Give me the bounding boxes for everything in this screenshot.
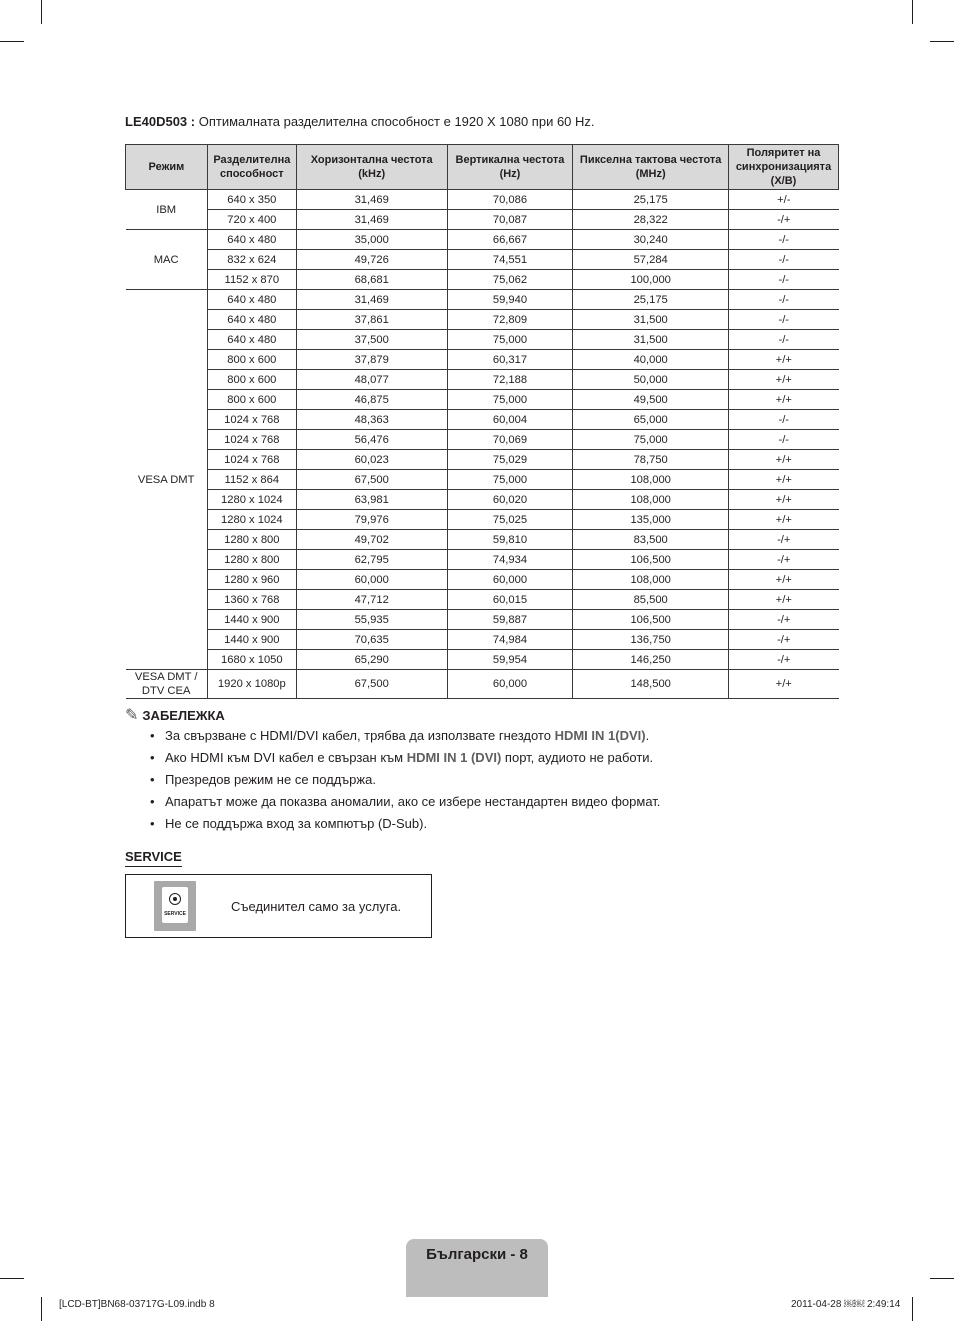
note-highlight: HDMI IN 1 (DVI) <box>406 750 502 765</box>
cell-sync-polarity: +/+ <box>729 670 839 699</box>
cell-resolution: 1280 x 1024 <box>207 510 296 530</box>
cell-horizontal-frequency: 56,476 <box>296 430 447 450</box>
cell-horizontal-frequency: 31,469 <box>296 210 447 230</box>
table-row <box>126 290 839 310</box>
cell-pixel-clock: 148,500 <box>573 670 729 699</box>
note-item <box>150 815 660 837</box>
cell-resolution: 1920 x 1080p <box>207 670 296 699</box>
table-body <box>126 190 839 699</box>
cell-horizontal-frequency: 60,023 <box>296 450 447 470</box>
page-number-badge: Български - 8 <box>406 1239 548 1297</box>
header-pixel-clock: Пикселна тактова честота (MHz) <box>573 145 729 190</box>
note-text: Ако HDMI към DVI кабел е свързан към <box>165 750 407 765</box>
cell-vertical-frequency: 60,004 <box>447 410 573 430</box>
table-row <box>126 590 839 610</box>
cell-pixel-clock: 108,000 <box>573 490 729 510</box>
cell-resolution: 640 x 480 <box>207 290 296 310</box>
table-row <box>126 370 839 390</box>
crop-mark <box>930 41 954 42</box>
cell-horizontal-frequency: 63,981 <box>296 490 447 510</box>
cell-horizontal-frequency: 47,712 <box>296 590 447 610</box>
cell-pixel-clock: 108,000 <box>573 470 729 490</box>
table-row <box>126 310 839 330</box>
cell-resolution: 1440 x 900 <box>207 630 296 650</box>
cell-horizontal-frequency: 55,935 <box>296 610 447 630</box>
cell-vertical-frequency: 75,062 <box>447 270 573 290</box>
cell-resolution: 640 x 480 <box>207 330 296 350</box>
table-row <box>126 510 839 530</box>
cell-sync-polarity: -/+ <box>729 210 839 230</box>
cell-pixel-clock: 106,500 <box>573 610 729 630</box>
cell-vertical-frequency: 70,087 <box>447 210 573 230</box>
cell-pixel-clock: 106,500 <box>573 550 729 570</box>
cell-horizontal-frequency: 60,000 <box>296 570 447 590</box>
table-header-row <box>126 145 839 190</box>
cell-vertical-frequency: 59,954 <box>447 650 573 670</box>
table-row <box>126 230 839 250</box>
cell-vertical-frequency: 74,984 <box>447 630 573 650</box>
cell-sync-polarity: +/+ <box>729 590 839 610</box>
cell-pixel-clock: 135,000 <box>573 510 729 530</box>
cell-pixel-clock: 25,175 <box>573 190 729 210</box>
footer-datetime: 2011-04-28 ￼￼ 2:49:14 <box>791 1299 901 1310</box>
cell-sync-polarity: +/+ <box>729 570 839 590</box>
cell-sync-polarity: -/- <box>729 410 839 430</box>
cell-resolution: 640 x 480 <box>207 230 296 250</box>
cell-resolution: 1280 x 800 <box>207 530 296 550</box>
cell-vertical-frequency: 66,667 <box>447 230 573 250</box>
note-text-end: порт, аудиото не работи. <box>501 750 654 765</box>
cell-sync-polarity: -/- <box>729 310 839 330</box>
cell-mode: MAC <box>126 230 208 290</box>
cell-resolution: 640 x 350 <box>207 190 296 210</box>
cell-horizontal-frequency: 46,875 <box>296 390 447 410</box>
cell-resolution: 800 x 600 <box>207 370 296 390</box>
cell-sync-polarity: +/+ <box>729 450 839 470</box>
cell-pixel-clock: 78,750 <box>573 450 729 470</box>
cell-vertical-frequency: 74,934 <box>447 550 573 570</box>
cell-sync-polarity: +/- <box>729 190 839 210</box>
note-text: Не се поддържа вход за компютър (D-Sub). <box>165 816 428 831</box>
note-item <box>150 749 660 771</box>
cell-sync-polarity: +/+ <box>729 350 839 370</box>
cell-horizontal-frequency: 49,702 <box>296 530 447 550</box>
cell-horizontal-frequency: 37,500 <box>296 330 447 350</box>
cell-vertical-frequency: 59,810 <box>447 530 573 550</box>
service-box <box>125 874 432 938</box>
table-row <box>126 610 839 630</box>
cell-vertical-frequency: 75,000 <box>447 330 573 350</box>
cell-mode: VESA DMT / DTV CEA <box>126 670 208 699</box>
cell-pixel-clock: 100,000 <box>573 270 729 290</box>
cell-pixel-clock: 108,000 <box>573 570 729 590</box>
cell-horizontal-frequency: 48,363 <box>296 410 447 430</box>
cell-sync-polarity: -/- <box>729 290 839 310</box>
cell-pixel-clock: 85,500 <box>573 590 729 610</box>
cell-horizontal-frequency: 31,469 <box>296 290 447 310</box>
cell-horizontal-frequency: 35,000 <box>296 230 447 250</box>
cell-vertical-frequency: 72,809 <box>447 310 573 330</box>
table-row <box>126 190 839 210</box>
cell-pixel-clock: 65,000 <box>573 410 729 430</box>
crop-mark <box>41 1297 42 1321</box>
table-row <box>126 450 839 470</box>
service-icon-label: SERVICE <box>164 911 186 917</box>
cell-vertical-frequency: 59,887 <box>447 610 573 630</box>
crop-mark <box>912 0 913 24</box>
table-row <box>126 550 839 570</box>
cell-resolution: 1024 x 768 <box>207 430 296 450</box>
note-item <box>150 771 660 793</box>
note-item <box>150 793 660 815</box>
cell-pixel-clock: 75,000 <box>573 430 729 450</box>
table-row <box>126 650 839 670</box>
intro-text: Оптималната разделителна способност е 1920 X 1080 при 60 Hz. <box>198 114 595 129</box>
cell-sync-polarity: -/- <box>729 430 839 450</box>
note-highlight: HDMI IN 1(DVI) <box>554 728 646 743</box>
note-text: За свързване с HDMI/DVI кабел, трябва да използвате гнездото <box>165 728 555 743</box>
cell-horizontal-frequency: 67,500 <box>296 470 447 490</box>
cell-horizontal-frequency: 48,077 <box>296 370 447 390</box>
header-sync-polarity: Поляритет на синхронизацията (Х/В) <box>729 145 839 190</box>
cell-vertical-frequency: 60,000 <box>447 570 573 590</box>
model-name: LE40D503 : <box>125 114 196 129</box>
cell-pixel-clock: 83,500 <box>573 530 729 550</box>
crop-mark <box>930 1278 954 1279</box>
cell-vertical-frequency: 75,000 <box>447 390 573 410</box>
table-row <box>126 490 839 510</box>
table-row <box>126 670 839 699</box>
cell-sync-polarity: -/+ <box>729 610 839 630</box>
header-vertical-frequency: Вертикална честота (Hz) <box>447 145 573 190</box>
cell-sync-polarity: -/- <box>729 330 839 350</box>
table-row <box>126 430 839 450</box>
cell-pixel-clock: 146,250 <box>573 650 729 670</box>
cell-vertical-frequency: 72,188 <box>447 370 573 390</box>
cell-sync-polarity: +/+ <box>729 510 839 530</box>
cell-sync-polarity: +/+ <box>729 370 839 390</box>
cell-pixel-clock: 31,500 <box>573 330 729 350</box>
cell-pixel-clock: 57,284 <box>573 250 729 270</box>
cell-sync-polarity: +/+ <box>729 470 839 490</box>
intro-line <box>125 114 595 129</box>
cell-mode: VESA DMT <box>126 290 208 670</box>
header-mode: Режим <box>126 145 208 190</box>
display-modes-table <box>125 144 839 699</box>
service-description: Съединител само за услуга. <box>231 899 402 914</box>
cell-resolution: 640 x 480 <box>207 310 296 330</box>
cell-resolution: 800 x 600 <box>207 390 296 410</box>
cell-pixel-clock: 136,750 <box>573 630 729 650</box>
cell-pixel-clock: 31,500 <box>573 310 729 330</box>
cell-horizontal-frequency: 62,795 <box>296 550 447 570</box>
service-heading: SERVICE <box>125 849 182 867</box>
cell-vertical-frequency: 60,015 <box>447 590 573 610</box>
cell-vertical-frequency: 60,317 <box>447 350 573 370</box>
table-row <box>126 630 839 650</box>
crop-mark <box>0 1278 24 1279</box>
cell-vertical-frequency: 75,025 <box>447 510 573 530</box>
cell-vertical-frequency: 75,000 <box>447 470 573 490</box>
cell-sync-polarity: -/- <box>729 270 839 290</box>
cell-vertical-frequency: 60,000 <box>447 670 573 699</box>
cell-resolution: 1360 x 768 <box>207 590 296 610</box>
cell-resolution: 1152 x 870 <box>207 270 296 290</box>
cell-horizontal-frequency: 31,469 <box>296 190 447 210</box>
cell-resolution: 832 x 624 <box>207 250 296 270</box>
note-heading <box>125 705 225 725</box>
service-port-icon <box>154 881 196 931</box>
note-title: ЗАБЕЛЕЖКА <box>142 708 225 723</box>
header-horizontal-frequency: Хоризонтална честота (kHz) <box>296 145 447 190</box>
table-row <box>126 530 839 550</box>
table-row <box>126 270 839 290</box>
table-row <box>126 350 839 370</box>
cell-vertical-frequency: 75,029 <box>447 450 573 470</box>
table-row <box>126 410 839 430</box>
table-row <box>126 250 839 270</box>
cell-horizontal-frequency: 67,500 <box>296 670 447 699</box>
cell-horizontal-frequency: 49,726 <box>296 250 447 270</box>
cell-sync-polarity: -/- <box>729 230 839 250</box>
cell-vertical-frequency: 70,086 <box>447 190 573 210</box>
table-row <box>126 210 839 230</box>
cell-vertical-frequency: 59,940 <box>447 290 573 310</box>
cell-sync-polarity: -/+ <box>729 550 839 570</box>
note-text-end: . <box>645 728 650 743</box>
cell-resolution: 1024 x 768 <box>207 410 296 430</box>
cell-resolution: 1152 x 864 <box>207 470 296 490</box>
cell-horizontal-frequency: 37,879 <box>296 350 447 370</box>
cell-pixel-clock: 49,500 <box>573 390 729 410</box>
note-text: Презредов режим не се поддържа. <box>165 772 376 787</box>
crop-mark <box>0 41 24 42</box>
cell-horizontal-frequency: 37,861 <box>296 310 447 330</box>
crop-mark <box>912 1297 913 1321</box>
cell-resolution: 1024 x 768 <box>207 450 296 470</box>
cell-horizontal-frequency: 79,976 <box>296 510 447 530</box>
header-resolution: Разделителна способност <box>207 145 296 190</box>
table-row <box>126 570 839 590</box>
cell-pixel-clock: 50,000 <box>573 370 729 390</box>
cell-vertical-frequency: 60,020 <box>447 490 573 510</box>
cell-pixel-clock: 30,240 <box>573 230 729 250</box>
cell-resolution: 800 x 600 <box>207 350 296 370</box>
note-item <box>150 727 660 749</box>
cell-sync-polarity: -/+ <box>729 630 839 650</box>
cell-resolution: 1680 x 1050 <box>207 650 296 670</box>
table-row <box>126 390 839 410</box>
cell-resolution: 1280 x 800 <box>207 550 296 570</box>
cell-sync-polarity: +/+ <box>729 390 839 410</box>
cell-horizontal-frequency: 65,290 <box>296 650 447 670</box>
pencil-icon: ✎ <box>125 707 139 724</box>
cell-resolution: 720 x 400 <box>207 210 296 230</box>
cell-horizontal-frequency: 70,635 <box>296 630 447 650</box>
cell-resolution: 1280 x 1024 <box>207 490 296 510</box>
note-text: Апаратът може да показва аномалии, ако се избере нестандартен видео формат. <box>165 794 661 809</box>
cell-horizontal-frequency: 68,681 <box>296 270 447 290</box>
note-list <box>150 727 660 837</box>
cell-mode: IBM <box>126 190 208 230</box>
cell-vertical-frequency: 70,069 <box>447 430 573 450</box>
cell-sync-polarity: -/+ <box>729 530 839 550</box>
footer-file-name: [LCD-BT]BN68-03717G-L09.indb 8 <box>59 1299 215 1310</box>
table-row <box>126 330 839 350</box>
cell-resolution: 1280 x 960 <box>207 570 296 590</box>
crop-mark <box>41 0 42 24</box>
cell-sync-polarity: -/- <box>729 250 839 270</box>
cell-pixel-clock: 40,000 <box>573 350 729 370</box>
cell-sync-polarity: -/+ <box>729 650 839 670</box>
cell-pixel-clock: 25,175 <box>573 290 729 310</box>
cell-resolution: 1440 x 900 <box>207 610 296 630</box>
table-row <box>126 470 839 490</box>
cell-pixel-clock: 28,322 <box>573 210 729 230</box>
cell-sync-polarity: +/+ <box>729 490 839 510</box>
cell-vertical-frequency: 74,551 <box>447 250 573 270</box>
